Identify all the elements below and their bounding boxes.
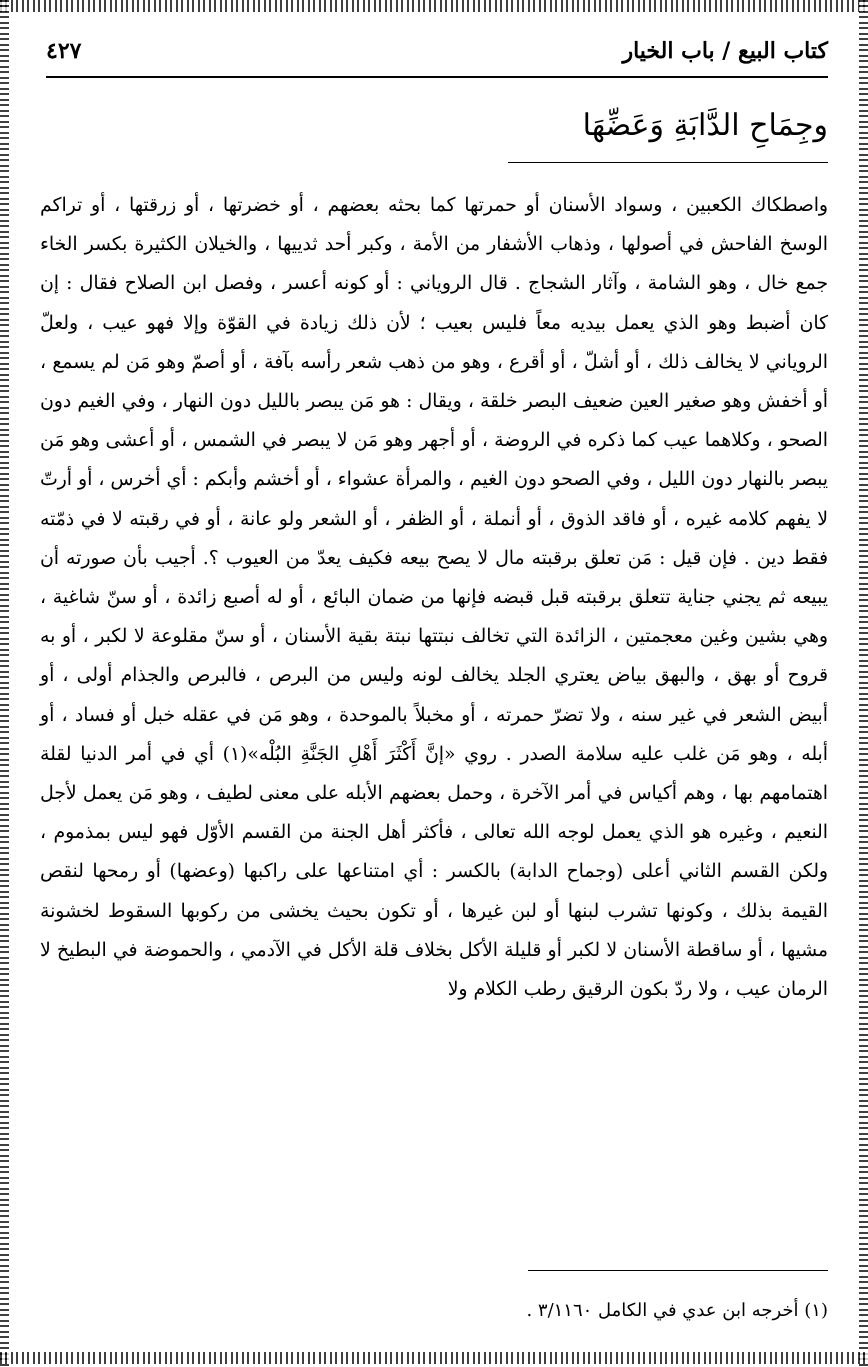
commentary-body bbox=[40, 186, 828, 1009]
matn-rule bbox=[508, 162, 828, 163]
page-number: ٤٢٧ bbox=[46, 38, 82, 64]
commentary-paragraph: واصطكاك الكعبين ، وسواد الأسنان أو حمرتها كما بحثه بعضهم ، أو خضرتها ، أو زرقتها ، أو تراكم الوسخ الفاحش في أصولها ، وذهاب الأشفار من الأمة ، وكبر أحد ثدييها ، والخيلان الكثيرة بكسر الخاء جمع خال ، وهو الشامة ، وآثار الشجاج . قال الروياني : أو كونه أعسر ، وفصل ابن الصلاح فقال : إن كان أضبط وهو الذي يعمل بيديه معاً فليس بعيب ؛ لأن ذلك زيادة في القوّة وإلا فهو عيب ، ولعلّ الروياني لا يخالف ذلك ، أو أشلّ ، أو أقرع ، وهو من ذهب شعر رأسه بآفة ، أو أصمّ وهو مَن لم يسمع ، أو أخفش وهو صغير العين ضعيف البصر خلقة ، ويقال : هو مَن يبصر بالليل دون النهار ، وفي الغيم دون الصحو ، وكلاهما عيب كما ذكره في الروضة ، أو أجهر وهو مَن لا يبصر في الشمس ، أو أعشى وهو مَن يبصر بالنهار دون الليل ، وفي الصحو دون الغيم ، والمرأة عشواء ، أو أخشم وأبكم : أي أخرس ، أو أرتّ لا يفهم كلامه غيره ، أو فاقد الذوق ، أو أنملة ، أو الظفر ، أو الشعر ولو عانة ، أو في رقبته لا في ذمّته فقط دين . فإن قيل : مَن تعلق برقبته مال لا يصح بيعه فكيف يعدّ من العيوب ؟. أجيب بأن صورته أن يبيعه ثم يجني جناية تتعلق برقبته قبل قبضه فإنها من ضمان البائع ، أو له أصبع زائدة ، أو سنّ شاغية ، وهي بشين وغين معجمتين ، الزائدة التي تخالف نبتتها نبتة بقية الأسنان ، أو سنّ مقلوعة لا لكبر ، أو به قروح أو بهق ، والبهق بياض يعتري الجلد يخالف لونه وليس من البرص ، فالبرص والجذام أولى ، أو أبيض الشعر في غير سنه ، ولا تضرّ حمرته ، أو مخبلاً بالموحدة ، وهو مَن في عقله خبل أو فساد ، أو أبله ، وهو مَن غلب عليه سلامة الصدر . روي «إنَّ أَكْثَرَ أَهْلِ الجَنَّةِ البُلْه»(١) أي في أمر الدنيا لقلة اهتمامهم بها ، وهم أكياس في أمر الآخرة ، وحمل بعضهم الأبله على معنى لطيف ، وهو مَن يعمل لأجل النعيم ، وغيره هو الذي يعمل لوجه الله تعالى ، فأكثر أهل الجنة من القسم الأوّل فهو ليس بمذموم ، ولكن القسم الثاني أعلى (وجماح الدابة) بالكسر : أي امتناعها على راكبها (وعضها) أو رمحها لنقص القيمة بذلك ، وكونها تشرب لبنها أو لبن غيرها ، أو تكون بحيث يخشى من ركوبها السقوط لخشونة مشيها ، أو ساقطة الأسنان لا لكبر أو قليلة الأكل بخلاف قلة الأكل في الآدمي ، والحموضة في البطيخ لا الرمان عيب ، ولا ردّ بكون الرقيق رطب الكلام ولا bbox=[40, 195, 829, 1001]
footnote-rule bbox=[528, 1270, 828, 1271]
page-header bbox=[46, 38, 828, 74]
page-border-left bbox=[0, 0, 9, 1367]
header-rule bbox=[46, 76, 828, 78]
page-border-top bbox=[0, 0, 868, 12]
footnote: (١) أخرجه ابن عدي في الكامل ٣/١١٦٠ . bbox=[526, 1300, 828, 1321]
page-border-bottom bbox=[0, 1352, 868, 1364]
page-border-right bbox=[859, 0, 868, 1367]
matn-heading: وجِمَاحِ الدَّابَةِ وَعَضِّهَا bbox=[582, 108, 828, 143]
running-title: كتاب البيع / باب الخيار bbox=[622, 38, 828, 64]
